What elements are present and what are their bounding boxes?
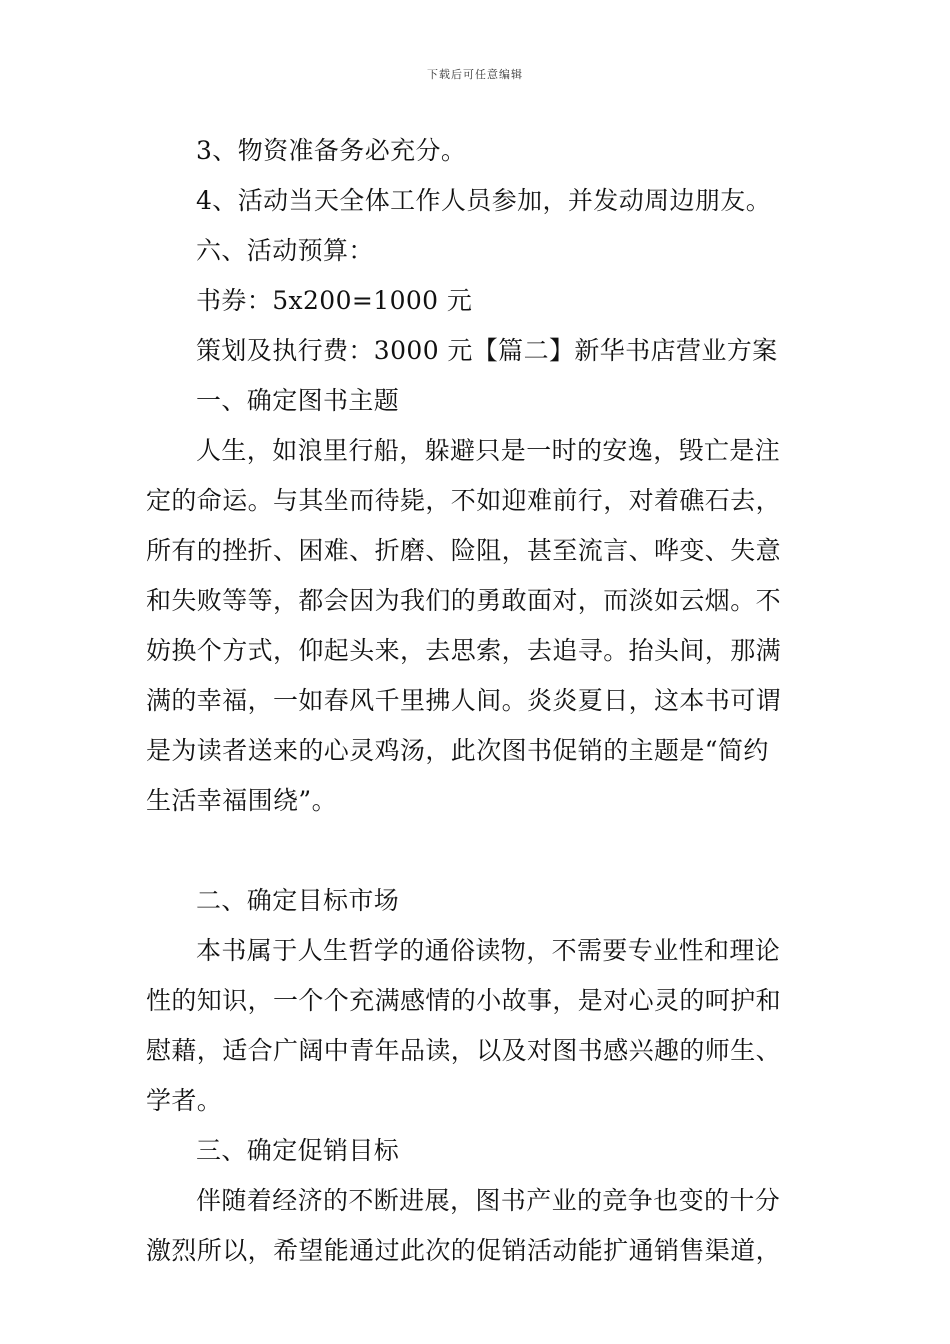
page-header: 下载后可任意编辑	[427, 68, 523, 81]
paragraph-line: 是为读者送来的心灵鸡汤，此次图书促销的主题是“简约	[146, 736, 769, 765]
line-gap	[146, 826, 806, 876]
paragraph-line: 本书属于人生哲学的通俗读物，不需要专业性和理论	[196, 936, 781, 965]
paragraph-line: 和失败等等，都会因为我们的勇敢面对，而淡如云烟。不	[146, 586, 782, 615]
body-line: 策划及执行费：3000 元【篇二】新华书店营业方案	[196, 336, 778, 365]
paragraph-line: 人生，如浪里行船，躲避只是一时的安逸，毁亡是注	[196, 436, 781, 465]
paragraph-line: 伴随着经济的不断进展，图书产业的竞争也变的十分	[196, 1186, 781, 1215]
paragraph-line: 学者。	[146, 1086, 223, 1115]
paragraph-line: 慰藉，适合广阔中青年品读，以及对图书感兴趣的师生、	[146, 1036, 782, 1065]
section-heading: 二、确定目标市场	[196, 886, 400, 915]
section-heading: 三、确定促销目标	[196, 1136, 400, 1165]
body-line: 3、物资准备务必充分。	[196, 136, 467, 165]
document-body	[146, 126, 806, 1276]
section-heading: 一、确定图书主题	[196, 386, 400, 415]
paragraph-line: 所有的挫折、困难、折磨、险阻，甚至流言、哗变、失意	[146, 536, 782, 565]
paragraph-line: 性的知识，一个个充满感情的小故事，是对心灵的呵护和	[146, 986, 782, 1015]
paragraph-line: 生活幸福围绕”。	[146, 786, 337, 815]
section-heading: 六、活动预算：	[196, 236, 374, 265]
paragraph-line: 妨换个方式，仰起头来，去思索，去追寻。抬头间，那满	[146, 636, 782, 665]
body-line: 书券：5x200=1000 元	[196, 286, 473, 315]
body-line: 4、活动当天全体工作人员参加，并发动周边朋友。	[196, 186, 772, 215]
paragraph-line: 满的幸福，一如春风千里拂人间。炎炎夏日，这本书可谓	[146, 686, 782, 715]
paragraph-line: 定的命运。与其坐而待毙，不如迎难前行，对着礁石去，	[146, 486, 782, 515]
paragraph-line: 激烈所以，希望能通过此次的促销活动能扩通销售渠道，	[146, 1236, 782, 1265]
